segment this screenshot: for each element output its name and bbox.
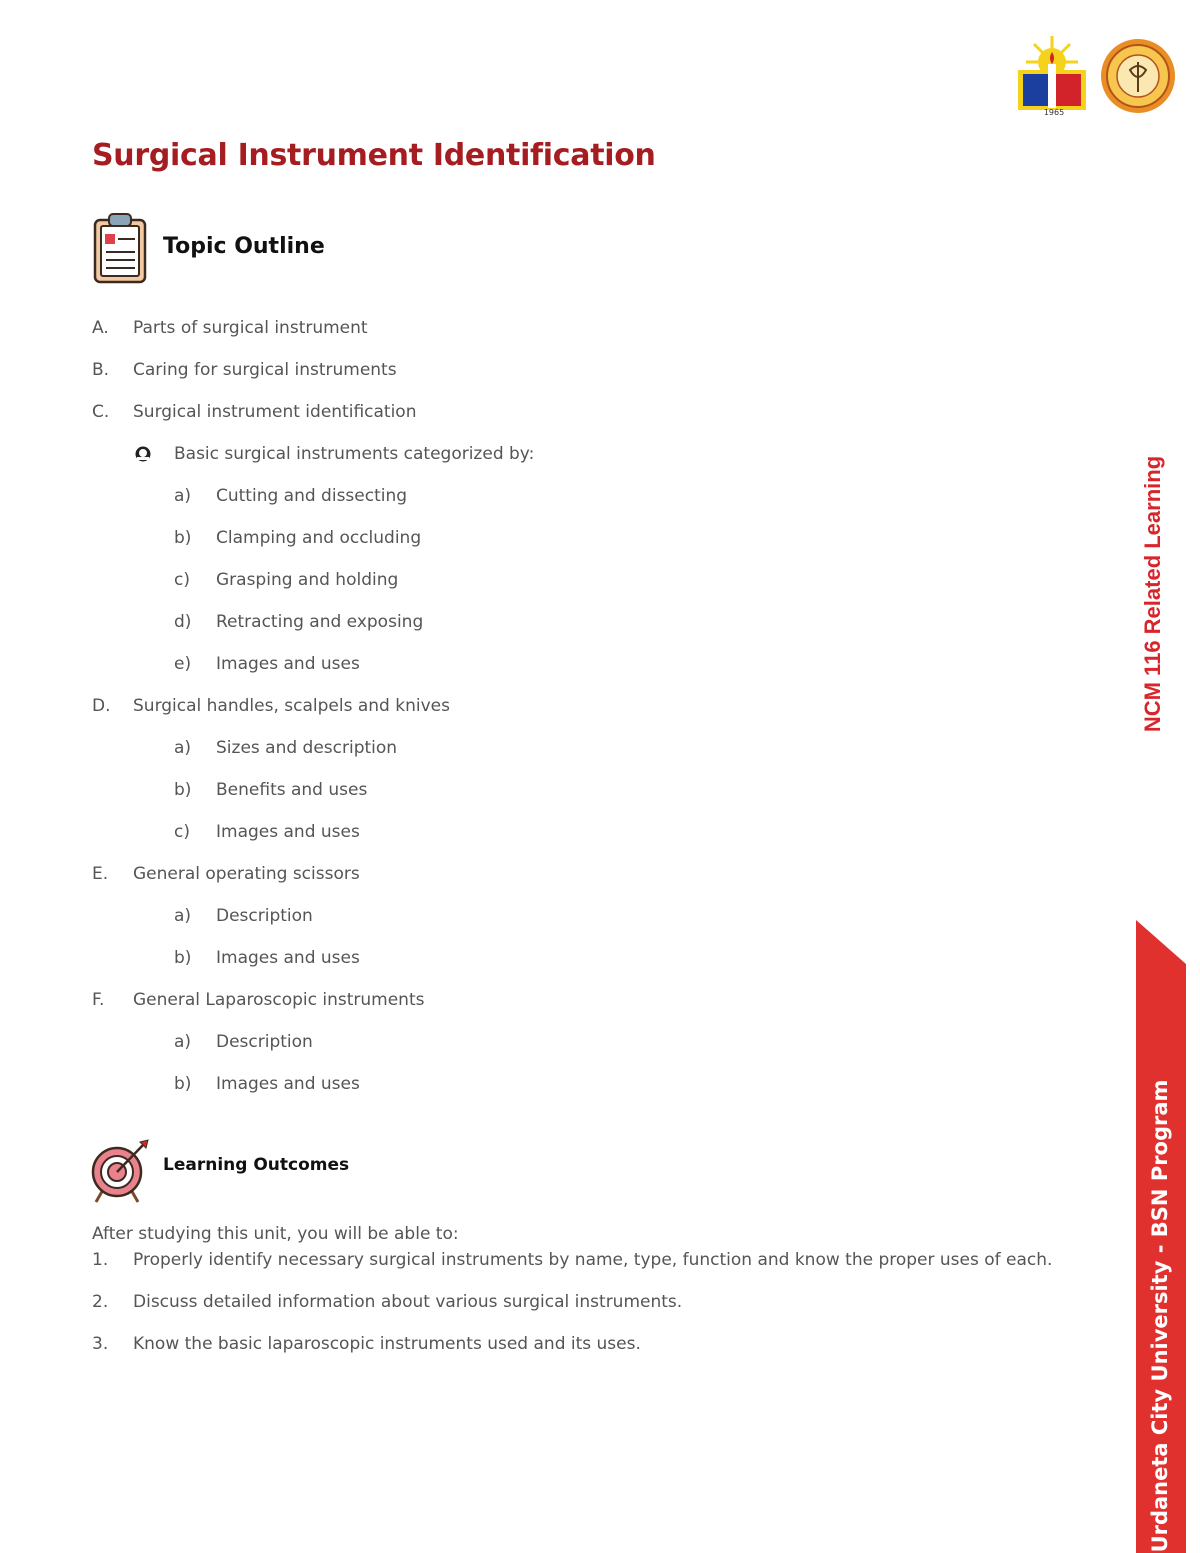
list-item: Know the basic laparoscopic instruments used and its uses. — [133, 1334, 641, 1354]
list-marker: e) — [174, 654, 192, 674]
list-item: Images and uses — [216, 1074, 360, 1094]
list-item: Images and uses — [216, 654, 360, 674]
learning-outcomes-intro: After studying this unit, you will be able to: — [92, 1224, 459, 1244]
alarm-bullet-icon — [134, 445, 152, 463]
list-item: Properly identify necessary surgical instruments by name, type, function and know the proper uses of each. — [133, 1250, 1053, 1270]
list-item: Discuss detailed information about various surgical instruments. — [133, 1292, 683, 1312]
list-marker: a) — [174, 486, 192, 506]
list-marker: b) — [174, 1074, 192, 1094]
list-marker: B. — [92, 360, 110, 380]
list-item: Parts of surgical instrument — [133, 318, 368, 338]
list-item: Caring for surgical instruments — [133, 360, 397, 380]
list-marker: b) — [174, 948, 192, 968]
list-item: Basic surgical instruments categorized by: — [174, 444, 535, 464]
clipboard-icon — [92, 212, 148, 284]
list-marker: A. — [92, 318, 109, 338]
list-marker: d) — [174, 612, 192, 632]
list-marker: c) — [174, 822, 190, 842]
list-marker: C. — [92, 402, 110, 422]
list-marker: 2. — [92, 1292, 109, 1312]
list-item: Description — [216, 1032, 313, 1052]
program-side-label: Urdaneta City University - BSN Program — [1148, 1079, 1172, 1553]
list-marker: b) — [174, 528, 192, 548]
learning-outcomes-heading: Learning Outcomes — [163, 1155, 350, 1175]
list-item: Grasping and holding — [216, 570, 399, 590]
state-seal-logo — [1018, 36, 1086, 110]
list-item: Description — [216, 906, 313, 926]
topic-outline-heading: Topic Outline — [163, 234, 325, 259]
target-icon — [90, 1138, 150, 1204]
list-item: Surgical handles, scalpels and knives — [133, 696, 450, 716]
list-item: Surgical instrument identification — [133, 402, 417, 422]
list-item: Images and uses — [216, 822, 360, 842]
list-item: Images and uses — [216, 948, 360, 968]
list-item: Clamping and occluding — [216, 528, 422, 548]
list-marker: D. — [92, 696, 111, 716]
college-seal-logo — [1101, 39, 1175, 113]
list-marker: b) — [174, 780, 192, 800]
university-logos — [1016, 34, 1176, 118]
course-side-label: NCM 116 Related Learning — [1140, 455, 1165, 733]
logo-year: 1965 — [1043, 108, 1065, 117]
list-item: Sizes and description — [216, 738, 398, 758]
list-item: General operating scissors — [133, 864, 360, 884]
list-marker: F. — [92, 990, 105, 1010]
list-item: Cutting and dissecting — [216, 486, 408, 506]
list-marker: E. — [92, 864, 109, 884]
list-item: General Laparoscopic instruments — [133, 990, 425, 1010]
list-marker: a) — [174, 1032, 192, 1052]
list-item: Benefits and uses — [216, 780, 368, 800]
list-marker: 3. — [92, 1334, 109, 1354]
page-title: Surgical Instrument Identification — [92, 138, 656, 173]
list-item: Retracting and exposing — [216, 612, 424, 632]
list-marker: c) — [174, 570, 190, 590]
list-marker: a) — [174, 906, 192, 926]
list-marker: 1. — [92, 1250, 109, 1270]
list-marker: a) — [174, 738, 192, 758]
